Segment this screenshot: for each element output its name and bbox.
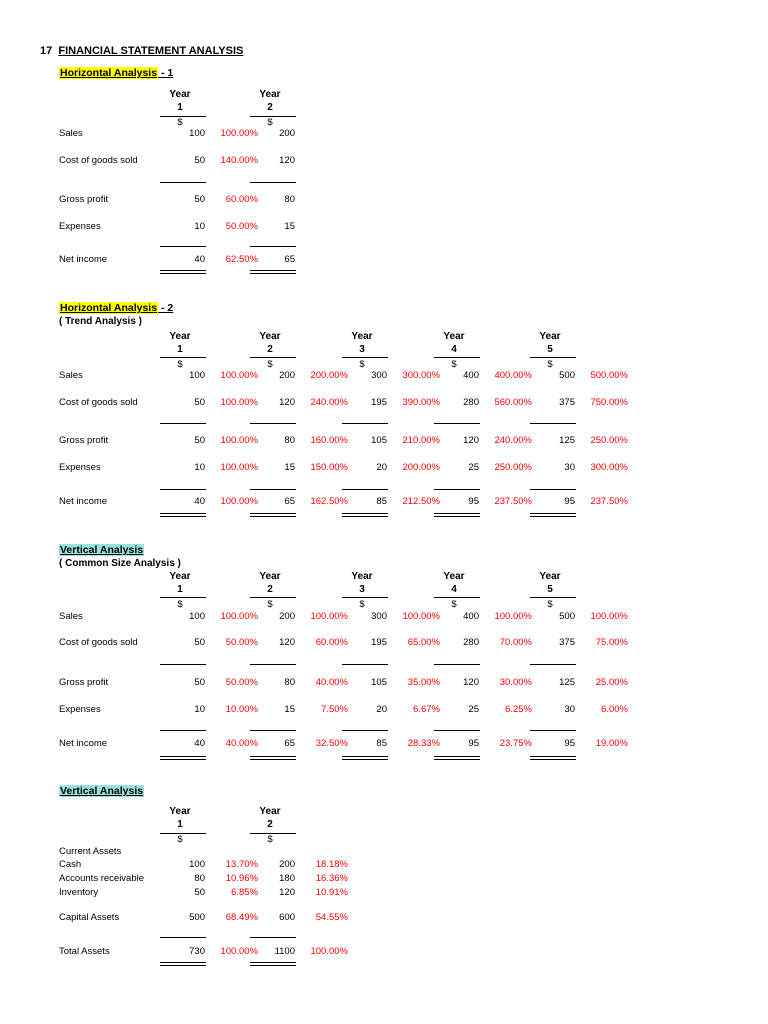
year-number: 3 (359, 584, 365, 595)
row-percent: 250.00% (494, 462, 532, 473)
row-percent: 100.00% (220, 435, 258, 446)
row-value: 105 (371, 435, 387, 446)
row-value: 200 (279, 859, 295, 870)
subtotal-rule (160, 937, 206, 938)
row-value: 100 (189, 859, 205, 870)
row-percent: 100.00% (494, 611, 532, 622)
row-percent: 10.00% (225, 704, 258, 715)
year-label: Year (259, 89, 281, 100)
year-label: Year (169, 331, 191, 342)
row-label: Total Assets (59, 946, 110, 957)
row-value: 80 (284, 194, 295, 205)
row-value: 50 (194, 677, 205, 688)
row-value: 200 (279, 370, 295, 381)
row-value: 1100 (274, 946, 295, 957)
row-label: Expenses (59, 704, 101, 715)
year-label: Year (539, 331, 561, 342)
row-value: 180 (279, 873, 295, 884)
row-percent: 400.00% (494, 370, 532, 381)
row-percent: 75.00% (595, 637, 628, 648)
total-double-rule (342, 756, 388, 760)
row-value: 20 (376, 462, 387, 473)
currency-symbol: $ (177, 599, 183, 610)
subtotal-rule (434, 423, 480, 424)
row-value: 280 (463, 397, 479, 408)
row-percent: 10.91% (315, 887, 348, 898)
row-percent: 240.00% (494, 435, 532, 446)
year-label: Year (169, 89, 191, 100)
year-number: 1 (177, 819, 183, 830)
section-heading (59, 67, 173, 79)
row-value: 80 (194, 873, 205, 884)
row-value: 95 (468, 738, 479, 749)
subtotal-rule (530, 423, 576, 424)
row-value: 120 (279, 397, 295, 408)
header-rule (160, 357, 206, 358)
row-value: 25 (468, 704, 479, 715)
total-double-rule (250, 513, 296, 517)
total-double-rule (160, 513, 206, 517)
row-value: 100 (189, 128, 205, 139)
row-percent: 560.00% (494, 397, 532, 408)
subtotal-rule (250, 489, 296, 490)
row-value: 15 (284, 462, 295, 473)
year-label: Year (443, 331, 465, 342)
row-value: 195 (371, 397, 387, 408)
row-value: 100 (189, 611, 205, 622)
row-value: 95 (564, 738, 575, 749)
row-percent: 250.00% (590, 435, 628, 446)
row-label: Sales (59, 128, 83, 139)
total-double-rule (434, 513, 480, 517)
row-label: Gross profit (59, 677, 109, 688)
row-value: 40 (194, 738, 205, 749)
section-heading-text: Vertical Analysis (60, 544, 144, 556)
row-percent: 100.00% (220, 370, 258, 381)
row-percent: 750.00% (590, 397, 628, 408)
row-percent: 100.00% (590, 611, 628, 622)
row-value: 20 (376, 704, 387, 715)
row-value: 375 (559, 397, 575, 408)
row-percent: 100.00% (310, 946, 348, 957)
row-label: Gross profit (59, 194, 109, 205)
row-value: 105 (371, 677, 387, 688)
row-percent: 390.00% (402, 397, 440, 408)
subtotal-rule (160, 664, 206, 665)
row-value: 40 (194, 254, 205, 265)
row-percent: 62.50% (225, 254, 258, 265)
total-double-rule (160, 962, 206, 966)
row-percent: 100.00% (310, 611, 348, 622)
section-subtitle: ( Trend Analysis ) (59, 316, 142, 327)
year-label: Year (259, 571, 281, 582)
currency-symbol: $ (177, 117, 183, 128)
row-percent: 40.00% (225, 738, 258, 749)
total-double-rule (342, 513, 388, 517)
row-percent: 300.00% (590, 462, 628, 473)
row-value: 100 (189, 370, 205, 381)
row-percent: 30.00% (499, 677, 532, 688)
row-label: Cost of goods sold (59, 637, 138, 648)
row-percent: 18.18% (315, 859, 348, 870)
section-number: 17 (40, 45, 53, 57)
row-percent: 6.00% (601, 704, 628, 715)
row-percent: 240.00% (310, 397, 348, 408)
subtotal-rule (342, 489, 388, 490)
row-percent: 100.00% (220, 128, 258, 139)
page-title (40, 45, 243, 57)
currency-symbol: $ (267, 599, 273, 610)
row-label: Capital Assets (59, 912, 120, 923)
subtotal-rule (342, 423, 388, 424)
subtotal-rule (250, 730, 296, 731)
row-percent: 100.00% (220, 462, 258, 473)
subtotal-rule (250, 423, 296, 424)
year-number: 5 (547, 344, 553, 355)
row-value: 200 (279, 128, 295, 139)
currency-symbol: $ (359, 359, 365, 370)
row-percent: 13.70% (225, 859, 258, 870)
header-rule (434, 357, 480, 358)
row-value: 125 (559, 677, 575, 688)
row-label: Cost of goods sold (59, 155, 138, 166)
row-value: 65 (284, 254, 295, 265)
year-number: 4 (451, 584, 457, 595)
row-label: Net income (59, 738, 108, 749)
row-value: 300 (371, 611, 387, 622)
row-value: 15 (284, 704, 295, 715)
row-percent: 237.50% (494, 496, 532, 507)
year-number: 2 (267, 102, 273, 113)
subtotal-rule (250, 246, 296, 247)
year-number: 5 (547, 584, 553, 595)
header-rule (250, 597, 296, 598)
currency-symbol: $ (177, 359, 183, 370)
row-percent: 50.00% (225, 221, 258, 232)
row-percent: 100.00% (220, 496, 258, 507)
currency-symbol: $ (177, 834, 183, 845)
row-value: 80 (284, 677, 295, 688)
row-value: 125 (559, 435, 575, 446)
row-percent: 6.85% (231, 887, 258, 898)
row-value: 500 (189, 912, 205, 923)
section-heading-text: Vertical Analysis (60, 785, 144, 797)
row-percent: 100.00% (402, 611, 440, 622)
year-label: Year (169, 806, 191, 817)
subtotal-rule (530, 489, 576, 490)
row-value: 10 (194, 704, 205, 715)
subtotal-rule (342, 664, 388, 665)
row-value: 25 (468, 462, 479, 473)
total-double-rule (530, 756, 576, 760)
section-heading-text: Horizontal Analysis (60, 67, 158, 79)
row-value: 50 (194, 637, 205, 648)
row-percent: 32.50% (315, 738, 348, 749)
section-heading (59, 544, 144, 556)
row-label: Inventory (59, 887, 99, 898)
row-value: 95 (564, 496, 575, 507)
row-value: 30 (564, 462, 575, 473)
row-value: 40 (194, 496, 205, 507)
year-number: 4 (451, 344, 457, 355)
total-double-rule (160, 756, 206, 760)
subtotal-rule (342, 730, 388, 731)
subtotal-rule (434, 664, 480, 665)
row-percent: 60.00% (315, 637, 348, 648)
subtotal-rule (434, 489, 480, 490)
row-value: 600 (279, 912, 295, 923)
row-value: 375 (559, 637, 575, 648)
subtotal-rule (250, 937, 296, 938)
subtotal-rule (160, 246, 206, 247)
currency-symbol: $ (547, 599, 553, 610)
header-rule (434, 597, 480, 598)
row-value: 10 (194, 462, 205, 473)
total-double-rule (250, 756, 296, 760)
subtotal-rule (530, 730, 576, 731)
row-value: 500 (559, 611, 575, 622)
header-rule (250, 357, 296, 358)
row-value: 85 (376, 738, 387, 749)
row-value: 120 (279, 155, 295, 166)
row-percent: 500.00% (590, 370, 628, 381)
row-label: Gross profit (59, 435, 109, 446)
row-percent: 140.00% (220, 155, 258, 166)
row-label: Expenses (59, 221, 101, 232)
currency-symbol: $ (267, 117, 273, 128)
row-value: 80 (284, 435, 295, 446)
row-value: 500 (559, 370, 575, 381)
row-value: 85 (376, 496, 387, 507)
total-double-rule (160, 270, 206, 274)
total-double-rule (250, 962, 296, 966)
section-heading (59, 302, 173, 314)
row-percent: 50.00% (225, 637, 258, 648)
row-label: Expenses (59, 462, 101, 473)
total-double-rule (250, 270, 296, 274)
year-label: Year (169, 571, 191, 582)
currency-symbol: $ (359, 599, 365, 610)
currency-symbol: $ (267, 834, 273, 845)
header-rule (342, 597, 388, 598)
row-percent: 50.00% (225, 677, 258, 688)
row-label: Accounts receivable (59, 873, 145, 884)
row-percent: 60.00% (225, 194, 258, 205)
row-percent: 200.00% (310, 370, 348, 381)
header-rule (530, 357, 576, 358)
group-label: Current Assets (59, 846, 122, 857)
year-number: 2 (267, 584, 273, 595)
row-percent: 237.50% (590, 496, 628, 507)
row-value: 50 (194, 194, 205, 205)
row-value: 120 (463, 435, 479, 446)
row-label: Cost of goods sold (59, 397, 138, 408)
year-number: 2 (267, 344, 273, 355)
row-percent: 162.50% (310, 496, 348, 507)
row-label: Net income (59, 254, 108, 265)
year-number: 2 (267, 819, 273, 830)
row-percent: 7.50% (321, 704, 348, 715)
row-label: Sales (59, 611, 83, 622)
subtotal-rule (160, 730, 206, 731)
year-label: Year (259, 806, 281, 817)
section-heading-text: Horizontal Analysis (60, 302, 158, 314)
row-percent: 65.00% (407, 637, 440, 648)
subtotal-rule (160, 423, 206, 424)
header-rule (530, 597, 576, 598)
row-label: Sales (59, 370, 83, 381)
currency-symbol: $ (451, 359, 457, 370)
subtotal-rule (434, 730, 480, 731)
row-value: 120 (279, 887, 295, 898)
year-label: Year (539, 571, 561, 582)
row-percent: 100.00% (220, 397, 258, 408)
row-percent: 23.75% (499, 738, 532, 749)
row-value: 10 (194, 221, 205, 232)
row-percent: 212.50% (402, 496, 440, 507)
row-value: 200 (279, 611, 295, 622)
row-value: 65 (284, 496, 295, 507)
row-percent: 100.00% (220, 611, 258, 622)
row-value: 120 (463, 677, 479, 688)
year-number: 3 (359, 344, 365, 355)
row-percent: 54.55% (315, 912, 348, 923)
row-percent: 300.00% (402, 370, 440, 381)
year-label: Year (259, 331, 281, 342)
row-percent: 200.00% (402, 462, 440, 473)
row-percent: 35.00% (407, 677, 440, 688)
row-percent: 160.00% (310, 435, 348, 446)
subtotal-rule (530, 664, 576, 665)
row-value: 50 (194, 397, 205, 408)
row-value: 30 (564, 704, 575, 715)
row-value: 730 (189, 946, 205, 957)
row-value: 95 (468, 496, 479, 507)
row-percent: 68.49% (225, 912, 258, 923)
section-subtitle: ( Common Size Analysis ) (59, 558, 181, 569)
row-value: 280 (463, 637, 479, 648)
row-value: 65 (284, 738, 295, 749)
row-percent: 10.96% (225, 873, 258, 884)
subtotal-rule (160, 182, 206, 183)
year-number: 1 (177, 584, 183, 595)
row-percent: 210.00% (402, 435, 440, 446)
year-number: 1 (177, 344, 183, 355)
subtotal-rule (250, 182, 296, 183)
row-percent: 150.00% (310, 462, 348, 473)
row-percent: 100.00% (220, 946, 258, 957)
total-double-rule (434, 756, 480, 760)
row-percent: 6.25% (505, 704, 532, 715)
row-value: 15 (284, 221, 295, 232)
row-value: 50 (194, 155, 205, 166)
year-label: Year (351, 331, 373, 342)
year-number: 1 (177, 102, 183, 113)
row-percent: 40.00% (315, 677, 348, 688)
row-label: Net income (59, 496, 108, 507)
header-rule (342, 357, 388, 358)
row-value: 50 (194, 435, 205, 446)
subtotal-rule (250, 664, 296, 665)
row-percent: 19.00% (595, 738, 628, 749)
currency-symbol: $ (451, 599, 457, 610)
row-value: 300 (371, 370, 387, 381)
year-label: Year (351, 571, 373, 582)
row-value: 50 (194, 887, 205, 898)
row-percent: 16.36% (315, 873, 348, 884)
section-heading (59, 785, 144, 797)
subtotal-rule (160, 489, 206, 490)
row-value: 120 (279, 637, 295, 648)
currency-symbol: $ (267, 359, 273, 370)
row-value: 400 (463, 611, 479, 622)
title-text: FINANCIAL STATEMENT ANALYSIS (58, 45, 244, 57)
header-rule (160, 597, 206, 598)
row-percent: 28.33% (407, 738, 440, 749)
row-value: 400 (463, 370, 479, 381)
year-label: Year (443, 571, 465, 582)
row-value: 195 (371, 637, 387, 648)
currency-symbol: $ (547, 359, 553, 370)
row-label: Cash (59, 859, 82, 870)
row-percent: 70.00% (499, 637, 532, 648)
row-percent: 6.67% (413, 704, 440, 715)
section-heading-suffix: - 1 (158, 67, 174, 79)
total-double-rule (530, 513, 576, 517)
section-heading-suffix: - 2 (158, 302, 174, 314)
row-percent: 25.00% (595, 677, 628, 688)
